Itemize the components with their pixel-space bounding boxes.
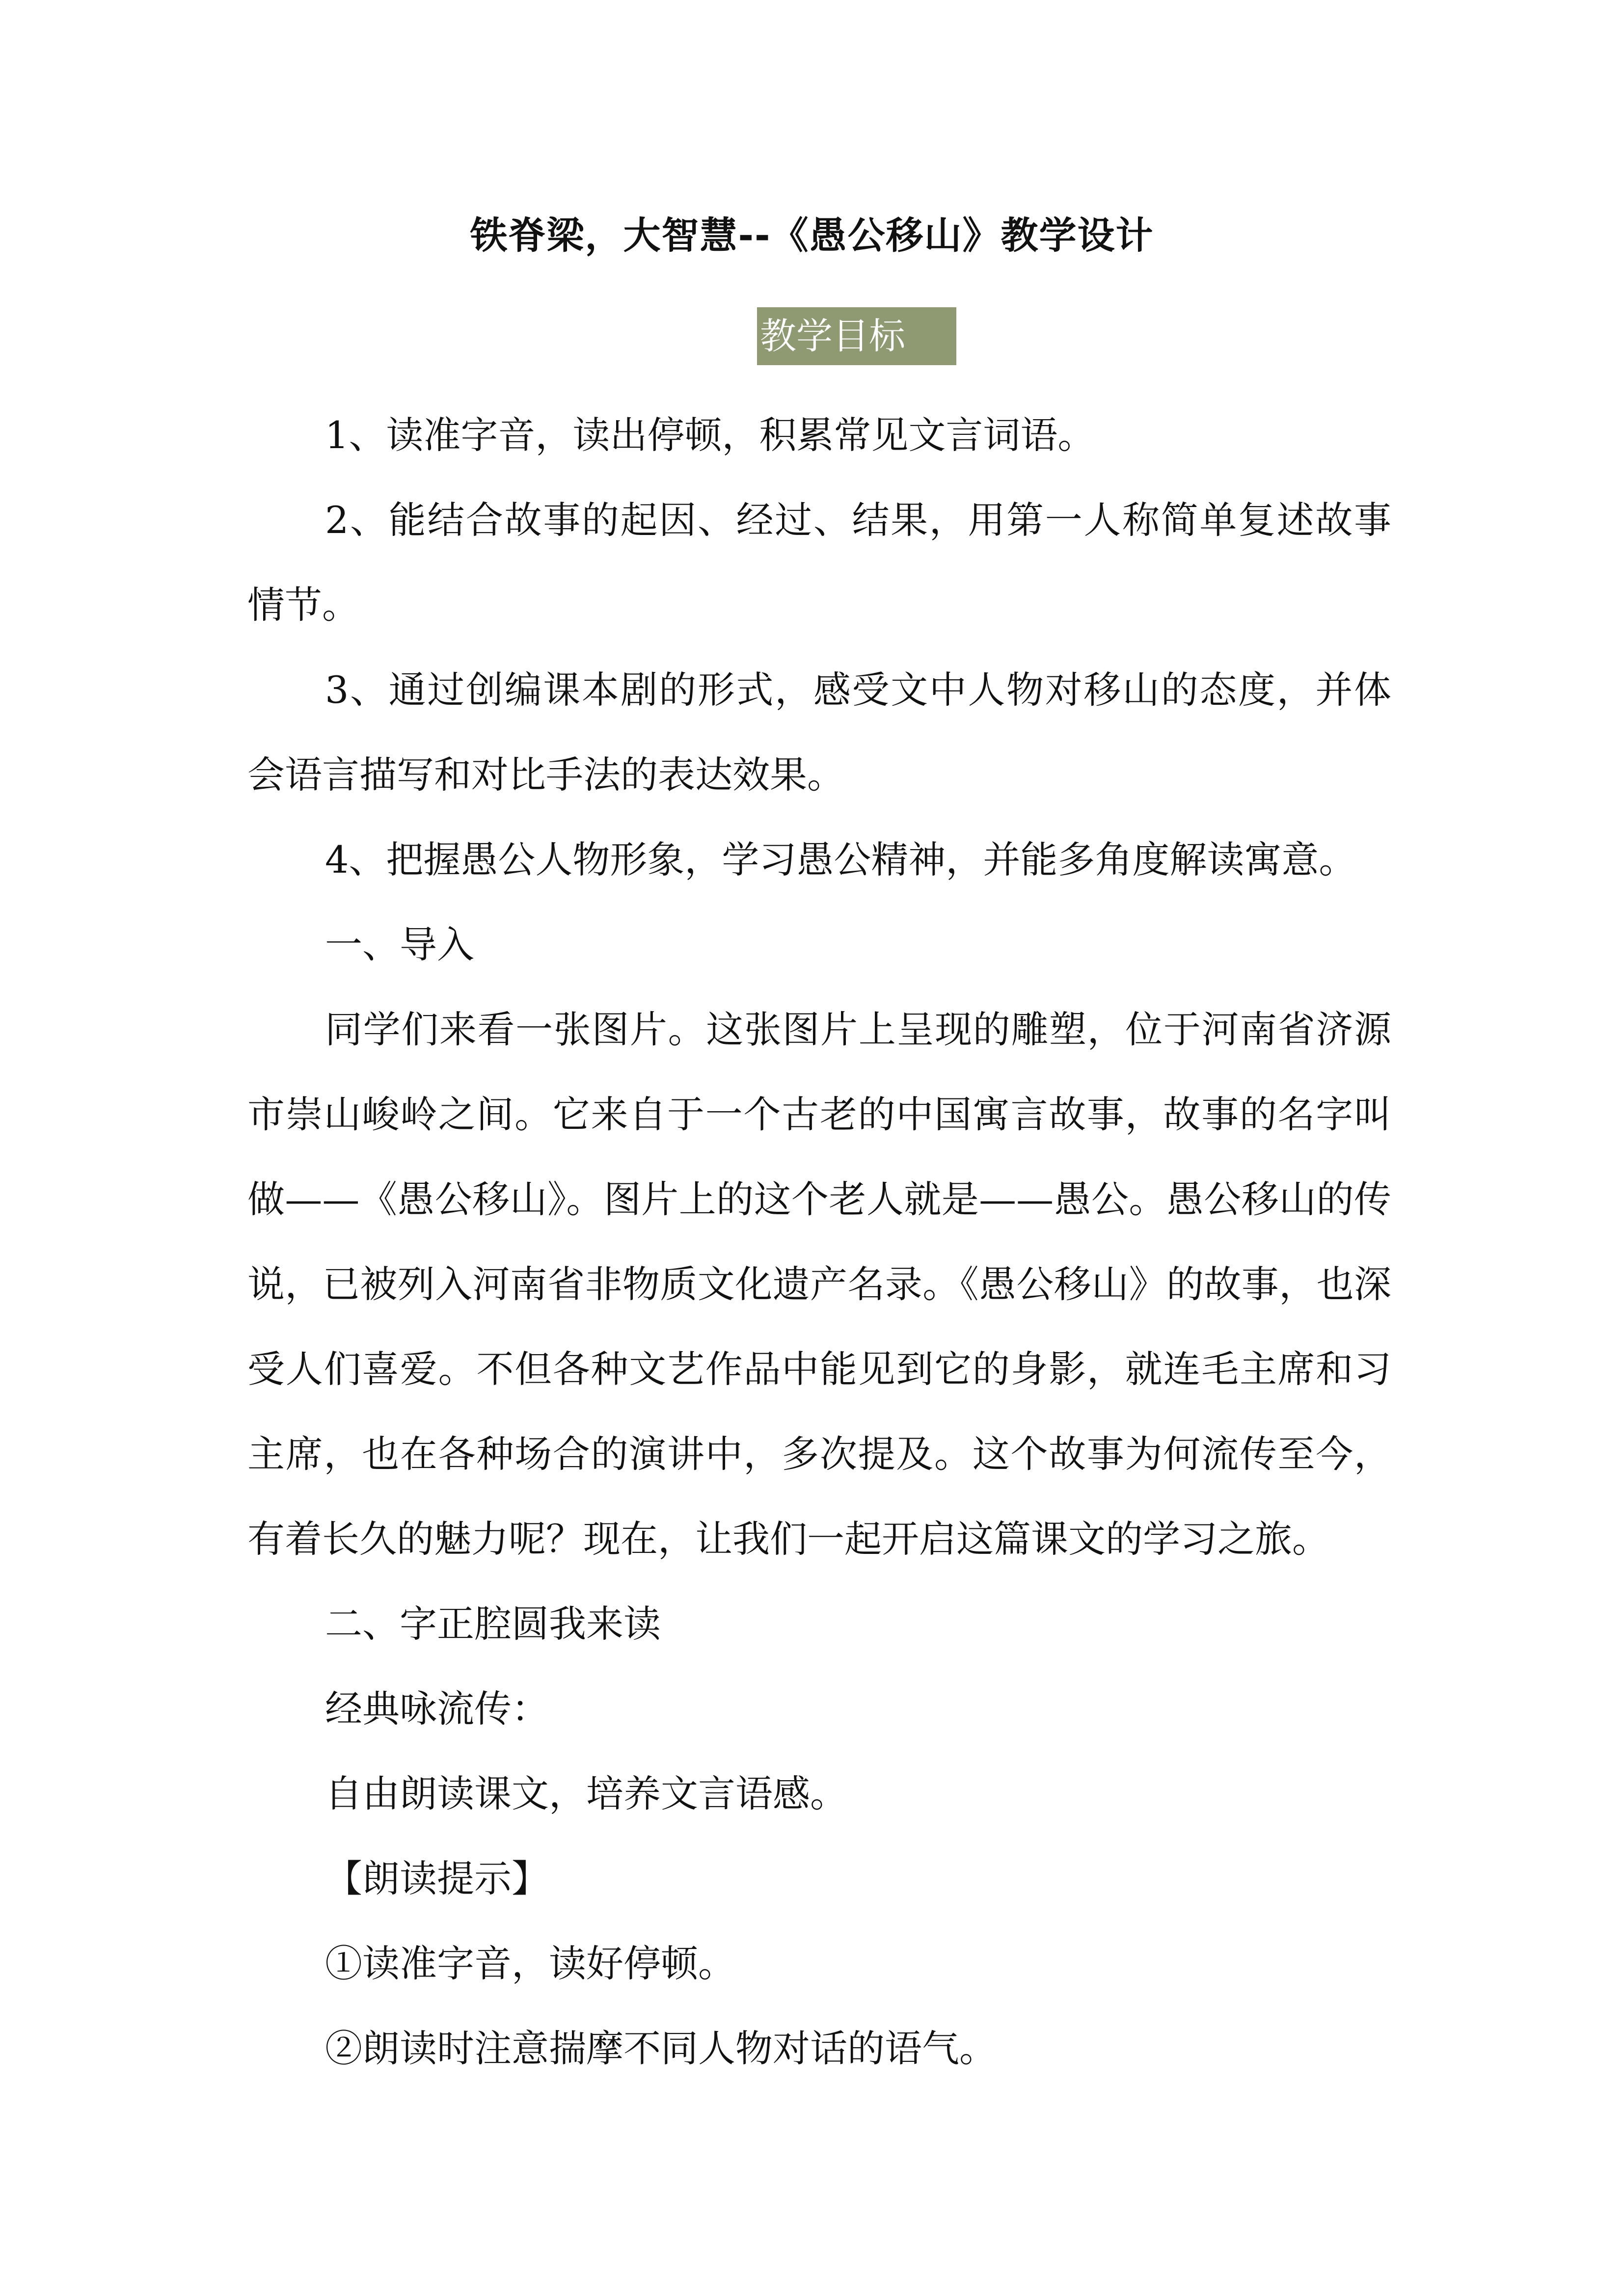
reading-tips-heading: 【朗读提示】 [325,1857,549,1900]
section-heading-intro: 一、导入 [325,923,474,966]
goal-item-1: 1、读准字音，读出停顿，积累常见文言词语。 [325,413,1095,457]
reading-tip-1: ①读准字音，读好停顿。 [325,1942,735,1985]
goal-item-3: 3、通过创编课本剧的形式，感受文中人物对移山的态度，并体会语言描写和对比手法的表达效果。 [247,668,1391,797]
goal-item-2: 2、能结合故事的起因、经过、结果，用第一人称简单复述故事情节。 [247,498,1391,627]
subheading-classic: 经典咏流传： [325,1687,549,1731]
document-title: 铁脊梁，大智慧--《愚公移山》教学设计 [470,214,1154,257]
goal-item-4: 4、把握愚公人物形象，学习愚公精神，并能多角度解读寓意。 [325,838,1356,881]
document-body [247,393,1391,2091]
reading-tip-2: ②朗读时注意揣摩不同人物对话的语气。 [325,2027,997,2070]
intro-paragraph: 同学们来看一张图片。这张图片上呈现的雕塑，位于河南省济源市崇山峻岭之间。它来自于一个古老的中国寓言故事，故事的名字叫做——《愚公移山》。图片上的这个老人就是——愚公。愚公移山的传说，已被列入河南省非物质文化遗产名录。《愚公移山》的故事，也深受人们喜爱。不但各种文艺作品中能见到它的身影，就连毛主席和习主席，也在各种场合的演讲中，多次提及。这个故事为何流传至今，有着长久的魅力呢？现在，让我们一起开启这篇课文的学习之旅。 [247,1008,1391,1561]
section-heading-teaching-goals: 教学目标 [757,307,956,365]
section-heading-reading: 二、字正腔圆我来读 [325,1602,661,1646]
reading-instruction: 自由朗读课文，培养文言语感。 [325,1772,847,1815]
